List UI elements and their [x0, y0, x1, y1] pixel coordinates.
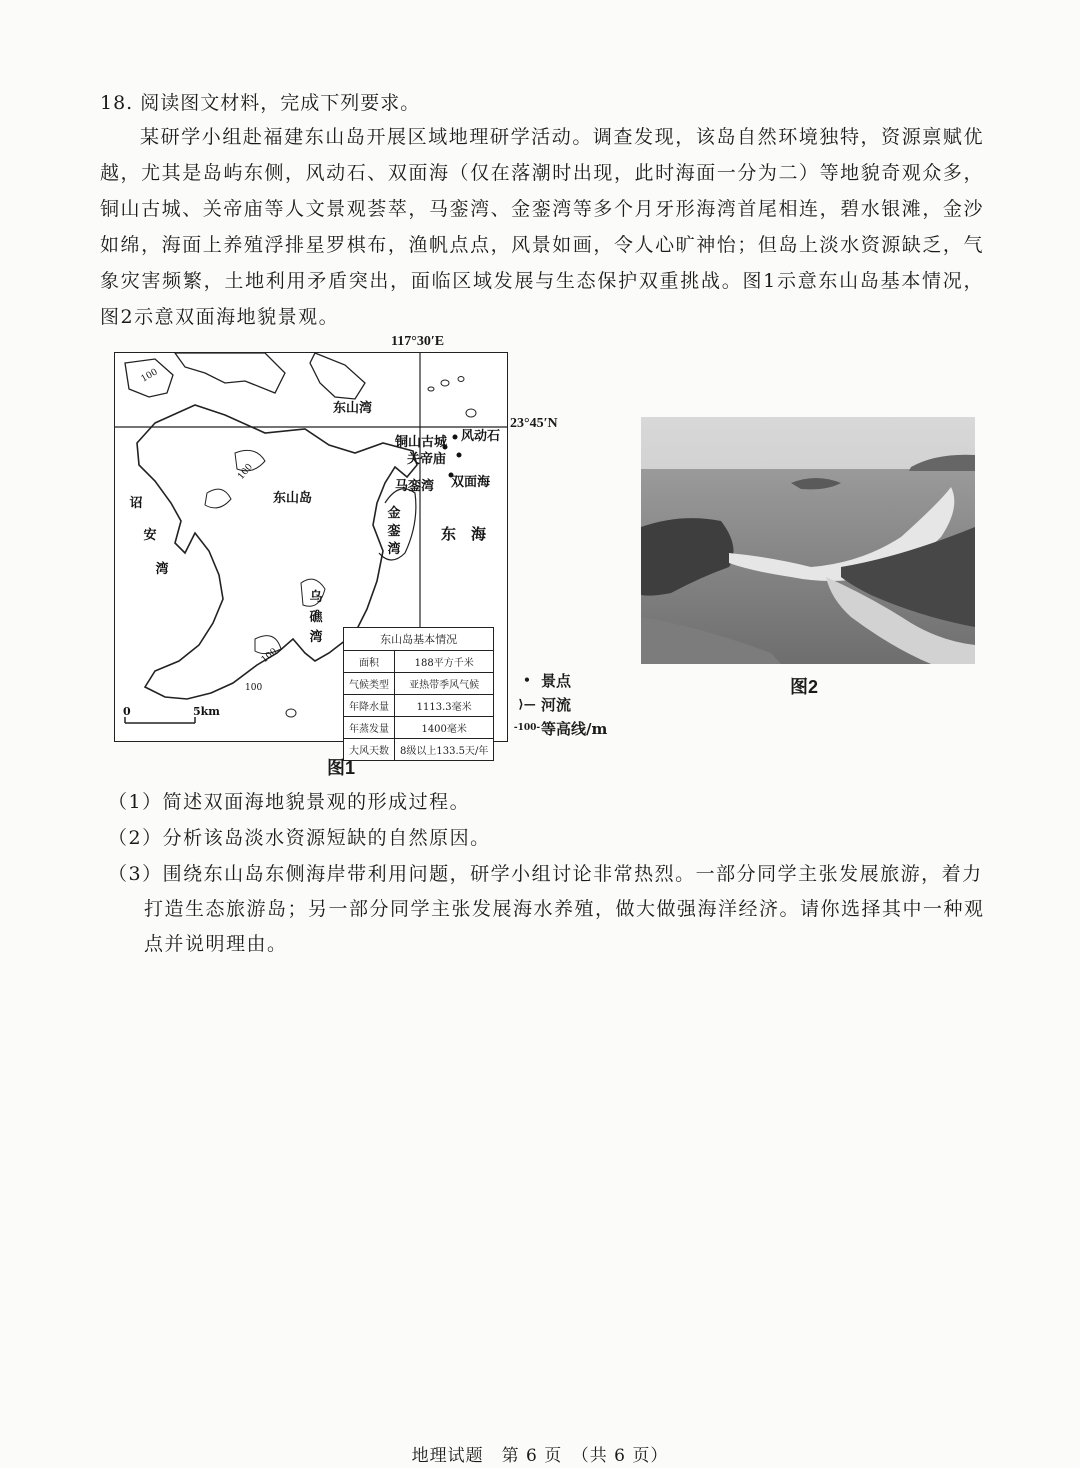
- scale-zero: 0: [123, 705, 131, 718]
- table-row: [344, 695, 494, 717]
- material-paragraph: 某研学小组赴福建东山岛开展区域地理研学活动。调查发现，该岛自然环境独特，资源禀赋优越，尤其是岛屿东侧，风动石、双面海（仅在落潮时出现，此时海面一分为二）等地貌奇观众多，铜山古城、关帝庙等人文景观荟萃，马銮湾、金銮湾等多个月牙形海湾首尾相连，碧水银滩，金沙如绵，海面上养殖浮排星罗棋布，渔帆点点，风景如画，令人心旷神怡；但岛上淡水资源缺乏，气象灾害频繁，土地利用矛盾突出，面临区域发展与生态保护双重挑战。图1示意东山岛基本情况，图2示意双面海地貌景观。: [100, 126, 984, 328]
- subquestion-2: （2）分析该岛淡水资源短缺的自然原因。: [108, 827, 491, 849]
- label-guandi: 关帝庙: [407, 452, 447, 467]
- legend-item: [513, 668, 607, 692]
- label-wujiao-3: 湾: [309, 630, 323, 645]
- label-zhaoan-2: 安: [143, 528, 157, 543]
- label-wujiao-1: 乌: [309, 590, 323, 605]
- legend-label: 等高线/m: [541, 719, 608, 738]
- island-info-table: [343, 627, 494, 761]
- contour-label: 100: [236, 462, 255, 482]
- legend-label: 河流: [541, 695, 572, 714]
- figure-1: [88, 330, 628, 790]
- label-dongshan-island: 东山岛: [273, 491, 313, 506]
- label-zhaoan-3: 湾: [155, 562, 169, 577]
- double-sea-landscape-image: [641, 417, 975, 664]
- label-shuangmian: 双面海: [451, 475, 491, 490]
- table-cell: 气候类型: [344, 673, 395, 695]
- legend-item: [513, 692, 607, 716]
- info-table-title: 东山岛基本情况: [344, 628, 494, 651]
- river-icon: ⟩—: [518, 697, 536, 711]
- map-frame: [114, 352, 508, 757]
- figure-2-caption: 图2: [790, 677, 819, 697]
- table-row: [344, 739, 494, 761]
- table-cell: 年降水量: [344, 695, 395, 717]
- label-zhaoan-1: 诏: [129, 496, 143, 511]
- label-jinluan-3: 湾: [387, 542, 401, 557]
- table-cell: 8级以上133.5天/年: [395, 739, 494, 761]
- map-legend: [513, 668, 607, 740]
- scenic-spot-icon: •: [523, 673, 531, 687]
- table-row: [344, 673, 494, 695]
- figure-1-caption: 图1: [327, 758, 356, 778]
- contour-line-icon: -100-: [513, 723, 541, 733]
- table-cell: 188平方千米: [395, 651, 494, 673]
- scale-km: 5km: [193, 705, 220, 718]
- label-jinluan-2: 銮: [387, 524, 401, 539]
- label-east-sea: 东 海: [441, 525, 487, 543]
- table-row: [344, 717, 494, 739]
- label-tongshan: 铜山古城: [395, 435, 448, 450]
- table-row: [344, 651, 494, 673]
- contour-label: 100: [259, 646, 280, 666]
- table-cell: 亚热带季风气候: [395, 673, 494, 695]
- table-cell: 大风天数: [344, 739, 395, 761]
- label-fengdong: 风动石: [461, 429, 501, 444]
- contour-label: 100: [139, 367, 160, 385]
- label-wujiao-2: 礁: [309, 610, 323, 625]
- label-jinluan-1: 金: [387, 506, 401, 521]
- legend-label: 景点: [541, 671, 572, 690]
- latitude-label: 23°45′N: [510, 416, 558, 431]
- label-maluan: 马銮湾: [395, 479, 435, 494]
- table-cell: 1400毫米: [395, 717, 494, 739]
- table-cell: 年蒸发量: [344, 717, 395, 739]
- table-cell: 面积: [344, 651, 395, 673]
- contour-label: 100: [245, 683, 263, 693]
- table-cell: 1113.3毫米: [395, 695, 494, 717]
- figure-2-photo: [641, 417, 975, 664]
- page-footer: 地理试题 第 6 页 （共 6 页）: [411, 1446, 669, 1466]
- longitude-label: 117°30′E: [391, 334, 445, 349]
- question-title: 18. 阅读图文材料，完成下列要求。: [100, 92, 421, 114]
- subquestion-3: （3）围绕东山岛东侧海岸带利用问题，研学小组讨论非常热烈。一部分同学主张发展旅游，着力打造生态旅游岛；另一部分同学主张发展海水养殖，做大做强海洋经济。请你选择其中一种观点并说明理由。: [108, 863, 985, 955]
- subquestion-1: （1）简述双面海地貌景观的形成过程。: [108, 791, 471, 813]
- label-dongshan-bay: 东山湾: [333, 401, 373, 416]
- legend-item: [513, 716, 607, 740]
